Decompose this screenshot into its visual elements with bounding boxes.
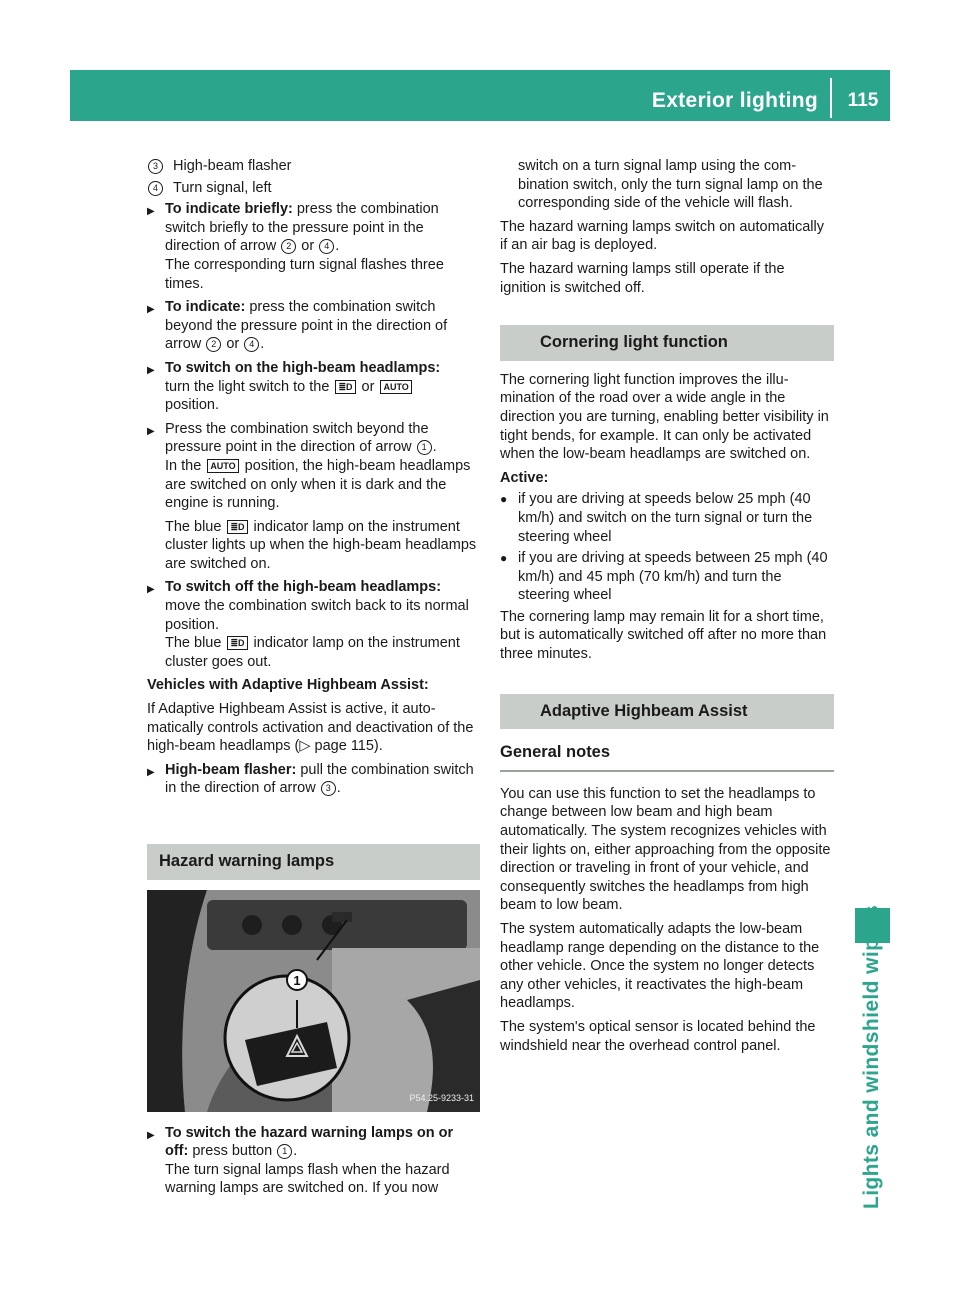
paragraph: You can use this function to set the headlamps to change between low beam and high beam automatically. The system recognizes vehicles with their lights on, either approaching from the opposite direction or traveling in front of your vehicle, and consequently switches the headlamps from high beam to low beam. — [500, 785, 831, 914]
step-text: press the combination switch briefly to the pressure point in the direction of arrow — [165, 201, 439, 255]
paragraph: The hazard warning lamps still operate if the ignition is switched off. — [500, 260, 785, 296]
step-text: position, the high-beam headlamps are switched on only when it is dark and the engine is running. — [165, 457, 471, 512]
continued-text: switch on a turn signal lamp using the combination switch, only the turn signal lamp on the corresponding side of the vehicle will flash. — [518, 158, 823, 212]
step-lead: To indicate briefly: — [165, 201, 293, 218]
step-text: In the — [165, 457, 206, 474]
step-arrow-icon: ▶ — [147, 1129, 155, 1141]
svg-text:1: 1 — [293, 972, 301, 988]
high-beam-icon: ≣D — [227, 520, 247, 534]
right-column — [500, 157, 834, 1060]
legend-item — [147, 179, 480, 198]
step-text: Press the combination switch beyond the pressure point in the direction of arrow — [165, 420, 429, 456]
high-beam-icon: ≣D — [227, 636, 247, 650]
step-text: The blue — [165, 635, 226, 652]
step-text: pull the combination switch in the direction of arrow — [165, 761, 474, 797]
callout-number: 4 — [319, 239, 334, 254]
step-lead: To indicate: — [165, 299, 246, 316]
auto-light-icon: AUTO — [380, 380, 411, 394]
instruction-step — [147, 1124, 480, 1198]
legend-text: High-beam flasher — [173, 158, 292, 174]
step-arrow-icon: ▶ — [147, 584, 155, 596]
section-heading-cornering — [500, 325, 834, 361]
header-divider — [830, 78, 832, 118]
step-text: or — [357, 378, 379, 395]
active-label: Active: — [500, 469, 549, 486]
step-text: press the combination switch beyond the pressure point in the direction of arrow — [165, 299, 448, 353]
auto-light-icon: AUTO — [207, 459, 238, 473]
section-title: Hazard warning lamps — [159, 852, 335, 870]
bullet-text: if you are driving at speeds between 25 mph (40 km/h) and 45 mph (70 km/h) and turn the steering wheel — [518, 550, 828, 604]
instruction-step — [147, 761, 480, 798]
subheading-vehicles: Vehicles with Adaptive Highbeam Assist: — [147, 677, 429, 694]
paragraph: The cornering light function improves the illumination of the road over a wide angle in the direction you are turning, enabling better visibility in tight bends, for example. It can only be activated when the low-beam headlamps are switched on. — [500, 371, 829, 463]
step-lead: High-beam flasher: — [165, 761, 297, 778]
callout-number: 3 — [148, 159, 163, 174]
paragraph: The cornering lamp may remain lit for a short time, but is automatically switched off after no more than three minutes. — [500, 608, 827, 663]
step-text: or — [222, 336, 244, 353]
callout-number: 2 — [206, 337, 221, 352]
page-ref-icon: ▷ — [299, 738, 311, 755]
step-arrow-icon: ▶ — [147, 364, 155, 376]
paragraph-text: If Adaptive Highbeam Assist is active, it automatically controls activation and deactivation of the high-beam headlamps ( — [147, 701, 474, 755]
instruction-step — [147, 298, 480, 354]
instruction-step — [147, 420, 480, 574]
step-lead: To switch on the high-beam headlamps: — [165, 359, 441, 376]
step-text: . — [335, 238, 340, 255]
page-number: 115 — [847, 90, 879, 111]
callout-number: 2 — [281, 239, 296, 254]
legend-text: Turn signal, left — [173, 179, 272, 196]
step-arrow-icon: ▶ — [147, 206, 155, 218]
photo-code: P54.25-9233-31 — [409, 1093, 474, 1103]
step-lead: To switch off the high-beam headlamps: — [165, 579, 442, 596]
step-text: position. — [165, 397, 220, 414]
bullet-text: if you are driving at speeds below 25 mph (40 km/h) and switch on the turn signal or turn the steering wheel — [518, 491, 813, 545]
callout-number: 3 — [321, 781, 336, 796]
callout-number: 4 — [244, 337, 259, 352]
instruction-step — [147, 200, 480, 293]
side-chapter-label: Lights and windshield wipers — [860, 904, 883, 1210]
bullet-item — [500, 490, 834, 546]
step-text: . — [336, 780, 341, 797]
step-lead: To switch the hazard warning lamps on or off: — [165, 1124, 454, 1160]
callout-number: 1 — [277, 1144, 292, 1159]
step-text: or — [297, 238, 319, 255]
legend-item — [147, 157, 480, 176]
section-heading-hazard — [147, 844, 480, 880]
step-text: The corresponding turn signal flashes three times. — [165, 256, 444, 292]
bullet-icon: ● — [500, 492, 508, 507]
step-text: The turn signal lamps flash when the hazard warning lamps are switched on. If you now — [165, 1161, 450, 1197]
hazard-photo-illustration — [147, 890, 480, 1112]
step-text: indicator lamp on the instrument cluster lights up when the high-beam headlamps are switched on. — [165, 518, 477, 572]
page-header — [70, 70, 890, 121]
step-arrow-icon: ▶ — [147, 304, 155, 316]
step-text: . — [293, 1143, 298, 1160]
step-text: indicator lamp on the instrument cluster goes out. — [165, 635, 460, 670]
bullet-item — [500, 549, 834, 605]
section-title: Cornering light function — [540, 333, 728, 352]
bullet-icon: ● — [500, 551, 508, 566]
paragraph: The system automatically adapts the low-beam headlamp range depending on the distance to the other vehicle. Once the system no longer detects any other vehicles, it reactivates the high-beam headlamps. — [500, 921, 820, 1012]
instruction-step — [147, 359, 480, 415]
step-text: . — [432, 439, 437, 456]
step-text: turn the light switch to the — [165, 378, 334, 395]
paragraph: The hazard warning lamps switch on automatically if an air bag is deployed. — [500, 218, 824, 254]
instruction-step — [147, 578, 480, 671]
step-text: . — [260, 336, 265, 353]
step-text: press button — [188, 1143, 277, 1160]
section-title: Adaptive Highbeam Assist — [540, 701, 748, 720]
step-text: move the combination switch back to its normal position. — [165, 598, 469, 633]
page-ref-link[interactable]: page 115). — [310, 738, 383, 755]
paragraph: The system's optical sensor is located behind the windshield near the overhead control panel. — [500, 1018, 816, 1054]
step-arrow-icon: ▶ — [147, 766, 155, 778]
chapter-title: Exterior lighting — [651, 89, 818, 112]
subheading-general-notes: General notes — [500, 743, 834, 772]
section-heading-adaptive-highbeam — [500, 694, 834, 730]
callout-number: 1 — [417, 440, 432, 455]
paragraph — [147, 700, 480, 756]
step-arrow-icon: ▶ — [147, 425, 155, 437]
step-text: The blue — [165, 518, 226, 535]
hazard-switch-photo — [147, 890, 480, 1112]
high-beam-icon: ≣D — [335, 380, 355, 394]
callout-number: 4 — [148, 181, 163, 196]
left-column — [147, 157, 480, 1203]
